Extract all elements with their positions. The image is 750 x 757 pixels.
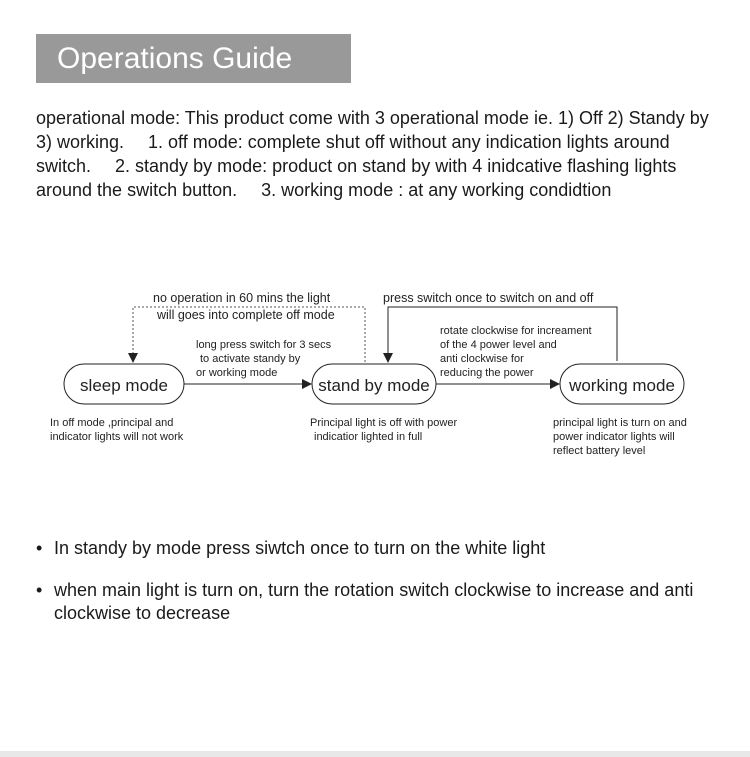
page-title: Operations Guide	[36, 34, 351, 83]
sleep-to-standby-label: long press switch for 3 secs to activate standy by or working mode	[196, 339, 332, 379]
working-mode-label: working mode	[569, 376, 675, 395]
loop-off-label: no operation in 60 mins the light will goes into complete off mode	[153, 291, 335, 322]
loop-press-label: press switch once to switch on and off	[383, 291, 594, 305]
mode-flow-diagram	[0, 280, 750, 480]
sleep-mode-description: In off mode ,principal and indicator lights will not work	[50, 417, 184, 443]
bullet-text: when main light is turn on, turn the rotation switch clockwise to increase and anti clockwise to decrease	[54, 580, 694, 623]
intro-standby-mode: 2. standy by mode: product on stand by with 4 inidcative flashing lights around the switch button.	[36, 156, 677, 200]
working-mode-description: principal light is turn on and power indicator lights will reflect battery level	[553, 417, 687, 457]
intro-paragraph	[36, 106, 716, 202]
standby-mode-label: stand by mode	[318, 376, 430, 395]
list-item	[36, 579, 716, 625]
standby-mode-description: Principal light is off with power indicatior lighted in full	[310, 417, 458, 443]
intro-overview: operational mode: This product come with 3 operational mode ie. 1) Off 2) Standy by 3) working.	[36, 108, 709, 152]
intro-working-mode: 3. working mode : at any working condidtion	[261, 180, 612, 200]
standby-to-working-label: rotate clockwise for increament of the 4 power level and anti clockwise for reducing the power	[440, 325, 592, 379]
bottom-divider	[0, 751, 750, 757]
sleep-mode-label: sleep mode	[80, 376, 168, 395]
tips-list	[36, 537, 716, 644]
intro-off-mode: 1. off mode: complete shut off without any indication lights around switch.	[36, 132, 670, 176]
bullet-icon: •	[36, 538, 43, 558]
list-item	[36, 537, 716, 560]
bullet-text: In standy by mode press siwtch once to turn on the white light	[54, 538, 546, 558]
bullet-icon: •	[36, 580, 43, 600]
